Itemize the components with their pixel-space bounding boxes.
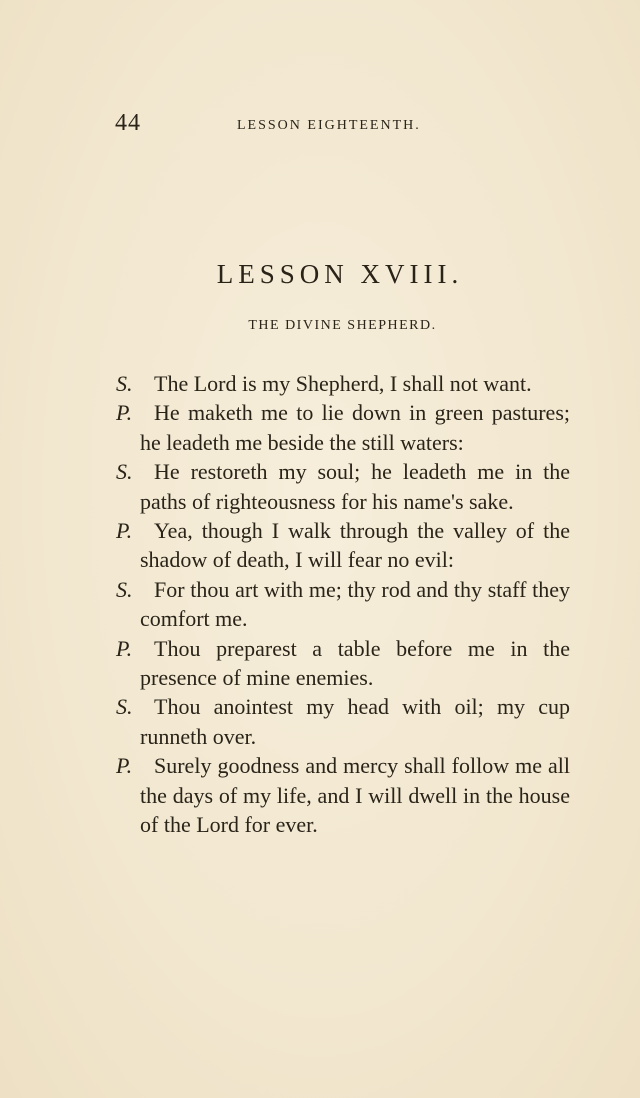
verse-item bbox=[116, 369, 570, 398]
page-number: 44 bbox=[115, 110, 141, 136]
verse-text: He maketh me to lie down in green pastures; he leadeth me beside the still waters: bbox=[140, 400, 570, 455]
verse-item bbox=[116, 751, 570, 839]
lesson-title: LESSON XVIII. bbox=[216, 259, 464, 289]
verse-item bbox=[116, 575, 570, 634]
verse-speaker: S. bbox=[116, 576, 133, 602]
running-title: LESSON EIGHTEENTH. bbox=[237, 118, 421, 133]
verse-item bbox=[116, 516, 570, 575]
verse-item bbox=[116, 457, 570, 516]
verse-text: He restoreth my soul; he leadeth me in the paths of righteousness for his name's sake. bbox=[140, 459, 570, 514]
verse-speaker: S. bbox=[116, 694, 133, 720]
verse-speaker: P. bbox=[116, 635, 133, 661]
verse-list bbox=[116, 369, 570, 840]
verse-speaker: S. bbox=[116, 459, 133, 485]
verse-text: For thou art with me; thy rod and thy staff they comfort me. bbox=[140, 576, 570, 632]
verse-item bbox=[116, 398, 570, 457]
verse-speaker: P. bbox=[116, 400, 133, 426]
running-head bbox=[115, 110, 455, 140]
verse-text: Surely goodness and mercy shall follow me all the days of my life, and I will dwell in the house of the Lord for ever. bbox=[140, 753, 570, 838]
verse-text: Thou preparest a table before me in the presence of mine enemies. bbox=[140, 635, 570, 691]
verse-text: Yea, though I walk through the valley of the shadow of death, I will fear no evil: bbox=[140, 518, 570, 573]
verse-text: The Lord is my Shepherd, I shall not want. bbox=[154, 371, 532, 396]
verse-speaker: P. bbox=[116, 518, 133, 544]
verse-speaker: P. bbox=[116, 753, 133, 779]
verse-item bbox=[116, 692, 570, 751]
lesson-subtitle: THE DIVINE SHEPHERD. bbox=[248, 318, 437, 333]
verse-item bbox=[116, 634, 570, 693]
verse-speaker: S. bbox=[116, 371, 133, 396]
verse-text: Thou anointest my head with oil; my cup runneth over. bbox=[140, 694, 570, 749]
